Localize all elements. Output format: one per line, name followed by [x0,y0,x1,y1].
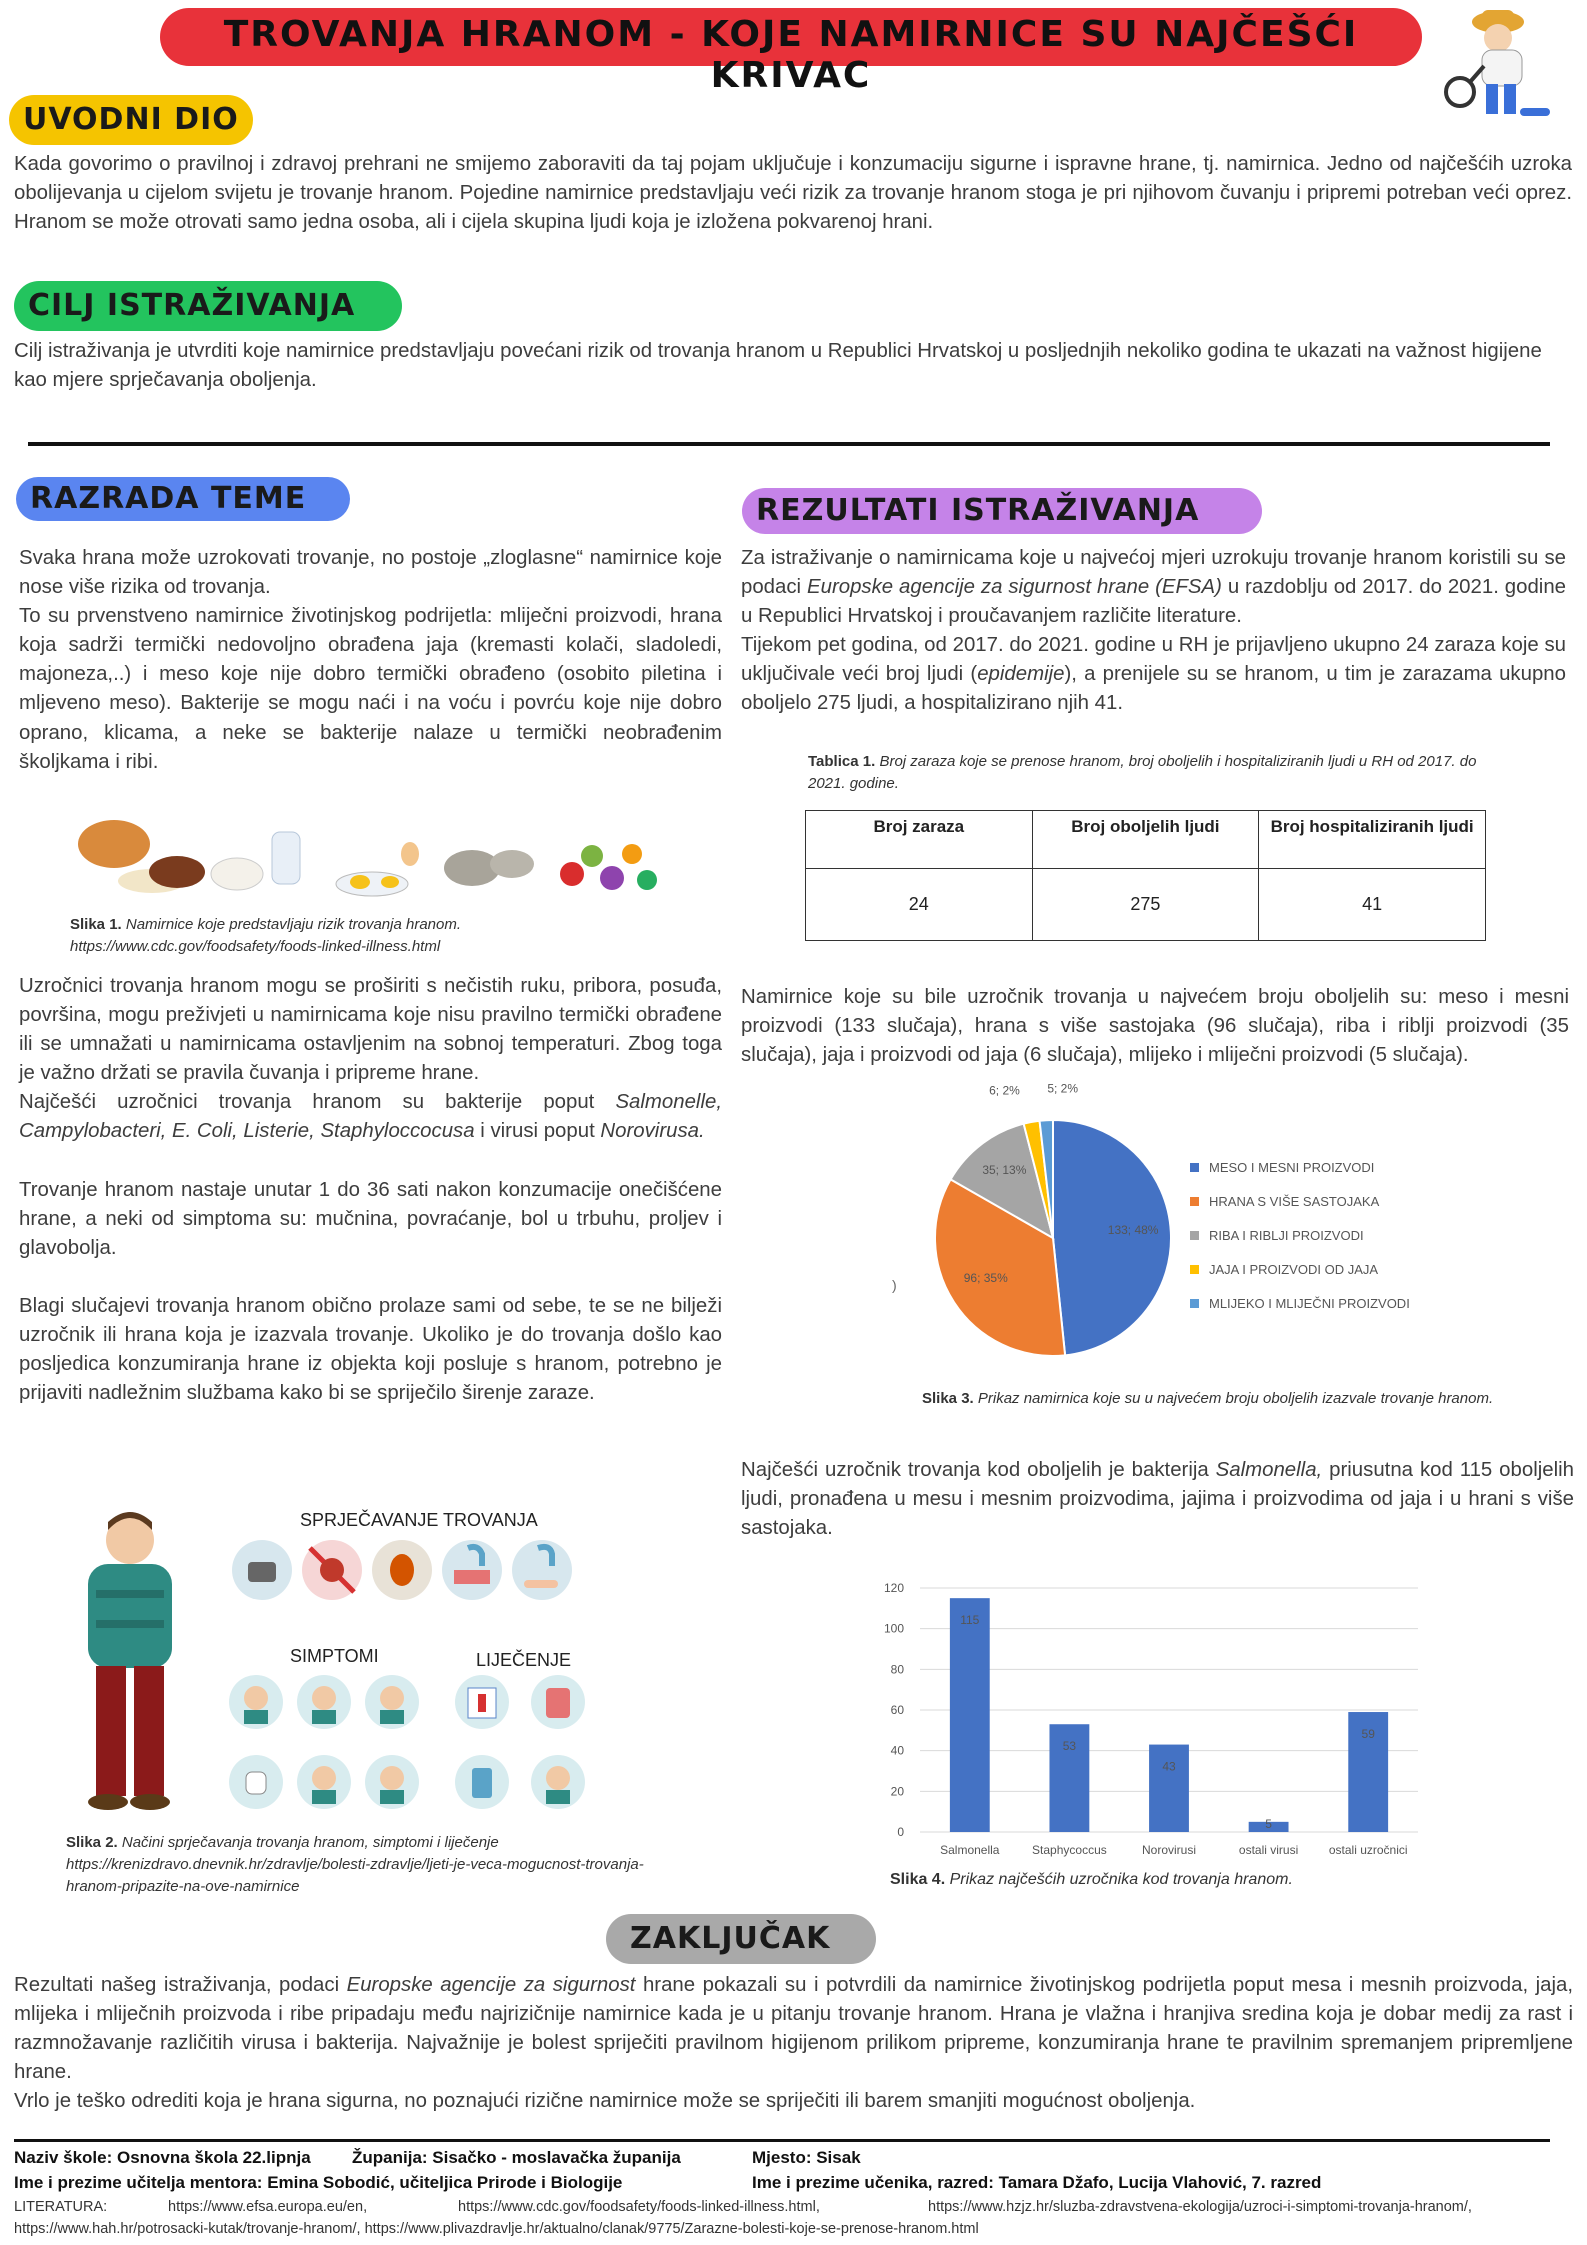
pie-data-label: 96; 35% [963,1270,1008,1285]
literature-label: LITERATURA: [14,2199,108,2215]
illus-heading-simptomi: SIMPTOMI [290,1646,379,1666]
footer-ucenici: Ime i prezime učenika, razred: Tamara Džafo, Lucija Vlahović, 7. razred [752,2173,1322,2192]
bar-data-label: 5 [1265,1817,1272,1831]
legend-swatch [1190,1197,1199,1206]
illus-heading-lijecenje: LIJEČENJE [476,1650,572,1670]
legend-label: HRANA S VIŠE SASTOJAKA [1209,1193,1380,1209]
footer-zupanija: Županija: Sisačko - moslavačka županija [352,2148,681,2167]
table-header: Broj hospitaliziranih ljudi [1259,811,1486,869]
legend-swatch [1190,1265,1199,1274]
zakljucak-p1-a: Rezultati našeg istraživanja, podaci [14,1974,347,1996]
tablica-caption [808,751,1508,795]
tablica-label: Tablica 1. [808,753,876,770]
footer-mjesto: Mjesto: Sisak [752,2148,861,2167]
table-cell: 275 [1032,869,1259,941]
risky-foods-illustration [72,806,662,906]
table-cell: 41 [1259,869,1486,941]
slika1-text: Namirnice koje predstavljaju rizik trovanja hranom. [125,916,462,933]
literature-link-1[interactable]: https://www.efsa.europa.eu/en, [168,2199,368,2215]
bar-data-label: 43 [1162,1759,1176,1774]
pie-stray-mark: ) [892,1277,897,1293]
zakljucak-p1-c: hrane pokazali su i potvrdili da namirnice životinjskog podrijetla poput mesa i mesnih proizvoda, jaja, mlijeka i mliječnih proizvoda i ribe pripadaju među najrizičnije namirnice kada je u pitanju trovanje hranom. Hrana je vlažna i hranjiva sredina koja je dobar medij za rast i razmnožavanje različitih virusa i bakterija. Najvažnije je bolest spriječiti pravilnom higijenom prilikom pripreme, konzumiranja hrane te pravilnim spremanjem pripremljene hrane. [14,1974,1574,2084]
literature-link-2[interactable]: https://www.cdc.gov/foodsafety/foods-linked-illness.html, [458,2199,820,2215]
bar-data-label: 53 [1062,1739,1077,1754]
rezultati-text-4 [741,1456,1574,1543]
slika2-url-1: https://krenizdravo.dnevnik.hr/zdravlje/bolesti-zdravlje/ljeti-je-veca-mogucnost-trovanja- [66,1856,644,1873]
section-heading-cilj: CILJ ISTRAŽIVANJA [14,281,402,331]
rezultati-p1-efsa: Europske agencije za sigurnost hrane (EFSA) [807,576,1222,599]
legend-label: JAJA I PROIZVODI OD JAJA [1209,1261,1379,1277]
page-title: TROVANJA HRANOM - KOJE NAMIRNICE SU NAJČEŠĆI KRIVAC [223,14,1359,96]
bar-category-label: Salmonella [940,1843,1000,1857]
pie-data-label: 5; 2% [1047,1081,1079,1096]
bar-ytick-label: 120 [883,1581,904,1595]
rezultati-p4-salmonella: Salmonella, [1215,1459,1323,1481]
razrada-p6: Blagi slučajevi trovanja hranom obično prolaze sami od sebe, te se ne bilježi uzročnik ili hrana koja je izazvala trovanje. Ukoliko je do trovanja došlo kao posljedica konzumiranja hrane iz objekta koji posluje s hranom, potrebno je prijaviti nadležnim službama kako bi se spriječilo širenje zaraze. [19,1295,722,1405]
legend-swatch [1190,1163,1199,1172]
bar-ytick-label: 80 [890,1662,904,1677]
bar-ytick-label: 0 [897,1825,904,1839]
cilj-text: Cilj istraživanja je utvrditi koje namirnice predstavljaju povećani rizik od trovanja hranom u Republici Hrvatskoj u posljednjih nekoliko godina te ukazati na važnost higijene kao mjere sprječavanja oboljenja. [14,340,1542,392]
slika2-url-2: hranom-pripazite-na-ove-namirnice [66,1878,300,1895]
section-heading-rezultati: REZULTATI ISTRAŽIVANJA [742,488,1262,534]
bar-category-label: ostali virusi [1238,1843,1299,1857]
pie-legend-item [1190,1218,1410,1252]
treatment-icons [452,1674,592,1824]
bar-ytick-label: 40 [890,1743,904,1758]
bar [1149,1745,1189,1832]
slika4-text: Prikaz najčešćih uzročnika kod trovanja hranom. [949,1871,1293,1888]
legend-swatch [1190,1299,1199,1308]
razrada-p4-c: i virusi poput [480,1120,595,1143]
razrada-p4-a: Najčešći uzročnici trovanja hranom su bakterije poput [19,1091,595,1114]
rezultati-p1-a: Za istraživanje o namirnicama koje u najvećoj mjeri uzrokuju trovanje hranom koristili su se podaci [741,547,1566,599]
slika1-label: Slika 1. [70,916,122,933]
bar-data-label: 115 [960,1613,980,1628]
rezultati-text-1 [741,544,1566,719]
pie-data-label: 133; 48% [1107,1222,1159,1237]
razrada-p4-virus: Norovirusa. [600,1120,705,1143]
slika4-caption [890,1869,1490,1891]
table-header: Broj zaraza [806,811,1033,869]
section-heading-uvodni: UVODNI DIO [9,95,253,145]
pie-legend-item [1190,1184,1410,1218]
pie-legend-item [1190,1150,1410,1184]
literature-link-4[interactable]: https://www.hah.hr/potrosacki-kutak/trovanje-hranom/, https://www.plivazdravlje.hr/aktualno/clanak/9775/Zarazne-bolesti-koje-se-prenose-hranom.html [14,2221,979,2237]
pie-data-label: 6; 2% [989,1083,1020,1098]
slika2-label: Slika 2. [66,1834,118,1851]
legend-label: RIBA I RIBLJI PROIZVODI [1209,1227,1364,1243]
illus-heading-sprjecavanje: SPRJEČAVANJE TROVANJA [300,1510,538,1530]
pie-data-label: 35; 13% [982,1163,1027,1178]
results-table [805,810,1486,941]
razrada-text-1 [19,544,722,777]
zakljucak-p2: Vrlo je teško odrediti koja je hrana sigurna, no poznajući rizične namirnice može se spriječiti ili barem smanjiti mogućnost oboljenja. [14,2090,1196,2113]
razrada-p2: To su prvenstveno namirnice životinjskog podrijetla: mliječni proizvodi, hrana koja sadrži termički nedovoljno obrađena jaja (kremasti kolači, sladoledi, majoneza,..) i meso koje nije dobro termički obrađeno (osobito piletina i mljeveno meso). Bakterije se mogu naći i na voću i povrću koje nije dobro oprano, klicama, a neke se bakterije nalaze u termički neobrađenim školjkama i ribi. [19,605,722,773]
slika2-text: Načini sprječavanja trovanja hranom, simptomi i liječenje [121,1834,499,1851]
bar-ytick-label: 60 [890,1703,904,1717]
pie-legend-item [1190,1286,1410,1320]
razrada-p3: Uzročnici trovanja hranom mogu se proširiti s nečistih ruku, pribora, posuđa, površina, mogu preživjeti u namirnicama koje nisu pravilno termički obrađene ili se umnažati u namirnicama ostavljenim na sobnoj temperaturi. Zbog toga je važno držati se pravila čuvanja i pripreme hrane. [19,975,722,1085]
bar-chart [870,1572,1430,1872]
slika3-label: Slika 3. [922,1390,974,1407]
footer-mentor: Ime i prezime učitelja mentora: Emina Sobodić, učiteljica Prirode i Biologije [14,2173,623,2192]
slika3-caption [922,1388,1512,1410]
bar-ytick-label: 100 [883,1621,904,1636]
section-divider [28,442,1550,446]
rezultati-p1-c: u razdoblju od 2017. do 2021. godine u Republici Hrvatskoj i proučavanjem različite literature. [741,576,1566,628]
pie-slice [1053,1120,1171,1355]
slika2-caption [66,1832,726,1898]
section-heading-razrada: RAZRADA TEME [16,477,350,521]
razrada-text-2 [19,972,722,1408]
slika3-text: Prikaz namirnica koje su u najvećem broju oboljelih izazvale trovanje hranom. [977,1390,1494,1407]
bar-ytick-label: 20 [890,1784,904,1799]
literature-link-3[interactable]: https://www.hzjz.hr/sluzba-zdravstvena-ekologija/uzroci-i-simptomi-trovanja-hranom/, [928,2199,1472,2215]
symptom-icons [226,1674,426,1824]
zakljucak-p1-efsa: Europske agencije za sigurnost [346,1974,636,1996]
legend-label: MLIJEKO I MLIJEČNI PROIZVODI [1209,1295,1410,1311]
slika4-label: Slika 4. [890,1871,946,1888]
uvodni-text: Kada govorimo o pravilnoj i zdravoj prehrani ne smijemo zaboraviti da taj pojam uključuje i konzumaciju sigurne i ispravne hrane, tj. namirnica. Jedno od najčešćih uzroka obolijevanja u cijelom svijetu je trovanje hranom. Pojedine namirnice predstavljaju veći rizik za trovanje hranom stoga je pri njihovom čuvanju i pripremi potreban veći oprez. Hranom se može otrovati samo jedna osoba, ali i cijela skupina ljudi koja je izložena pokvarenoj hrani. [14,153,1572,234]
bar-category-label: Norovirusi [1141,1843,1197,1857]
tablica-text: Broj zaraza koje se prenose hranom, broj oboljelih i hospitaliziranih ljudi u RH od 2017. do 2021. godine. [808,753,1477,792]
legend-label: MESO I MESNI PROIZVODI [1209,1159,1375,1175]
footer-divider [14,2139,1550,2142]
footer-skola: Naziv škole: Osnovna škola 22.lipnja [14,2148,311,2167]
razrada-p5: Trovanje hranom nastaje unutar 1 do 36 sati nakon konzumacije onečišćene hrane, a neki od simptoma su: mučnina, povraćanje, bol u trbuhu, proljev i glavobolja. [19,1178,722,1259]
rezultati-p4-a: Najčešći uzročnik trovanja kod oboljelih je bakterija [741,1459,1216,1481]
razrada-p1: Svaka hrana može uzrokovati trovanje, no postoje „zloglasne“ namirnice koje nose više rizika od trovanja. [19,547,722,599]
rezultati-p4-c: priusutna kod 115 oboljelih ljudi, pronađena u mesu i mesnim proizvodima, jajima i proizvodima od jaja i u hrani s više sastojaka. [741,1459,1574,1540]
table-cell: 24 [806,869,1033,941]
sick-person-illustration [50,1500,210,1820]
slika1-caption [70,914,720,958]
pie-legend [1190,1150,1410,1320]
bar-category-label: Staphycoccus [1032,1843,1107,1857]
table-header: Broj oboljelih ljudi [1032,811,1259,869]
rezultati-p2-a: Tijekom pet godina, od 2017. do 2021. godine u RH je prijavljeno ukupno 24 zaraza koje su uključivale veći broj ljudi ( [741,634,1566,686]
pie-legend-item [1190,1252,1410,1286]
detective-illustration [1432,0,1582,125]
table-row [806,869,1486,941]
rezultati-p3: Namirnice koje su bile uzročnik trovanja u najvećem broju oboljelih su: meso i mesni proizvodi (133 slučaja), hrana s više sastojaka (96 slučaja), riba i riblji proizvodi (35 slučaja), jaja i proizvodi od jaja (6 slučaja), mlijeko i mliječni proizvodi (5 slučaja). [741,986,1569,1067]
zakljucak-text [14,1971,1573,2116]
table-header-row [806,811,1486,869]
rezultati-p2-epidemije: epidemije [977,663,1065,686]
razrada-p4-bacteria: Salmonelle, Campylobacteri, E. Coli, Listerie, Staphyloccocusa [19,1091,722,1143]
rezultati-p2-c: ), a prenijele su se hranom, u tim je zarazama ukupno oboljelo 275 ljudi, a hospitalizirano njih 41. [741,663,1566,715]
bar-data-label: 59 [1361,1727,1375,1742]
bar [950,1598,990,1832]
legend-swatch [1190,1231,1199,1240]
section-heading-zakljucak: ZAKLJUČAK [606,1914,876,1964]
prevention-icons [228,1536,588,1606]
slika1-url: https://www.cdc.gov/foodsafety/foods-linked-illness.html [70,938,441,955]
bar-category-label: ostali uzročnici [1328,1843,1408,1857]
